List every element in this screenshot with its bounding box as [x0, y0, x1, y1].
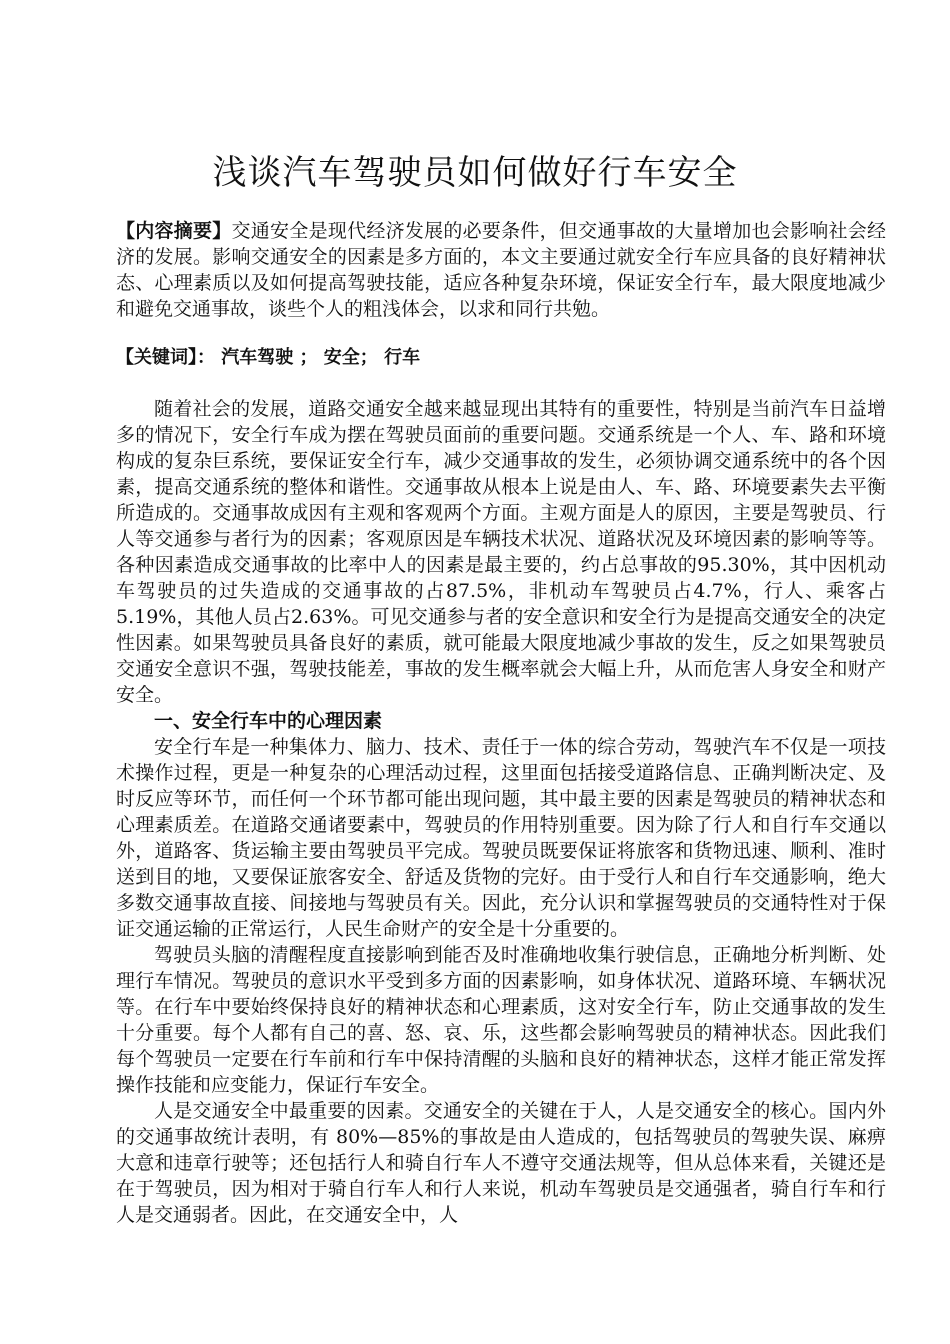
section-paragraph: 安全行车是一种集体力、脑力、技术、责任于一体的综合劳动，驾驶汽车不仅是一项技术操作过程，更是一种复杂的心理活动过程，这里面包括接受道路信息、正确判断决定、及时反应等环节，而任何一个环节都可能出现问题，其中最主要的因素是驾驶员的精神状态和心理素质差。在道路交通诸要素中，驾驶员的作用特别重要。因为除了行人和自行车交通以外，道路客、货运输主要由驾驶员平完成。驾驶员既要保证将旅客和货物迅速、顺利、准时送到目的地，又要保证旅客安全、舒适及货物的完好。由于受行人和自行车交通影响，绝大多数交通事故直接、间接地与驾驶员有关。因此，充分认识和掌握驾驶员的交通特性对于保证交通运输的正常运行，人民生命财产的安全是十分重要的。: [116, 736, 886, 940]
keywords-text: ： 汽车驾驶 ； 安全； 行车: [197, 347, 421, 368]
abstract: [116, 218, 886, 322]
abstract-text: 交通安全是现代经济发展的必要条件，但交通事故的大量增加也会影响社会经济的发展。影响交通安全的因素是多方面的，本文主要通过就安全行车应具备的良好精神状态、心理素质以及如何提高驾驶技能，适应各种复杂环境，保证安全行车，最大限度地减少和避免交通事故，谈些个人的粗浅体会，以求和同行共勉。: [116, 220, 886, 320]
section-heading: 一、安全行车中的心理因素: [154, 710, 383, 732]
intro-paragraph: 随着社会的发展，道路交通安全越来越显现出其特有的重要性，特别是当前汽车日益增多的情况下，安全行车成为摆在驾驶员面前的重要问题。交通系统是一个人、车、路和环境构成的复杂巨系统，要保证安全行车，减少交通事故的发生，必须协调交通系统中的各个因素，提高交通系统的整体和谐性。交通事故从根本上说是由人、车、路、环境要素失去平衡所造成的。交通事故成因有主观和客观两个方面。主观方面是人的原因，主要是驾驶员、行人等交通参与者行为的因素；客观原因是车辆技术状况、道路状况及环境因素的影响等等。各种因素造成交通事故的比率中人的因素是最主要的，约占总事故的95.30%，其中因机动车驾驶员的过失造成的交通事故的占87.5%，非机动车驾驶员占4.7%，行人、乘客占5.19%，其他人员占2.63%。可见交通参与者的安全意识和安全行为是提高交通安全的决定性因素。如果驾驶员具备良好的素质，就可能最大限度地减少事故的发生，反之如果驾驶员交通安全意识不强，驾驶技能差，事故的发生概率就会大幅上升，从而危害人身安全和财产安全。: [116, 398, 886, 706]
document-body: [116, 396, 886, 1228]
abstract-label: 【内容摘要】: [116, 220, 232, 242]
section-paragraph: 人是交通安全中最重要的因素。交通安全的关键在于人，人是交通安全的核心。国内外的交通事故统计表明，有 80%—85%的事故是由人造成的，包括驾驶员的驾驶失误、麻痹大意和违章行驶等；还包括行人和骑自行车人不遵守交通法规等，但从总体来看，关键还是在于驾驶员，因为相对于骑自行车人和行人来说，机动车驾驶员是交通强者，骑自行车和行人是交通弱者。因此，在交通安全中，人: [116, 1100, 886, 1226]
section-paragraph: 驾驶员头脑的清醒程度直接影响到能否及时准确地收集行驶信息，正确地分析判断、处理行车情况。驾驶员的意识水平受到多方面的因素影响，如身体状况、道路环境、车辆状况等。在行车中要始终保持良好的精神状态和心理素质，这对安全行车，防止交通事故的发生十分重要。每个人都有自己的喜、怒、哀、乐，这些都会影响驾驶员的精神状态。因此我们每个驾驶员一定要在行车前和行车中保持清醒的头脑和良好的精神状态，这样才能正常发挥操作技能和应变能力，保证行车安全。: [116, 944, 886, 1096]
document-title: 浅谈汽车驾驶员如何做好行车安全: [212, 153, 738, 193]
keywords: [116, 345, 886, 371]
keywords-label: 【关键词】: [116, 347, 197, 368]
